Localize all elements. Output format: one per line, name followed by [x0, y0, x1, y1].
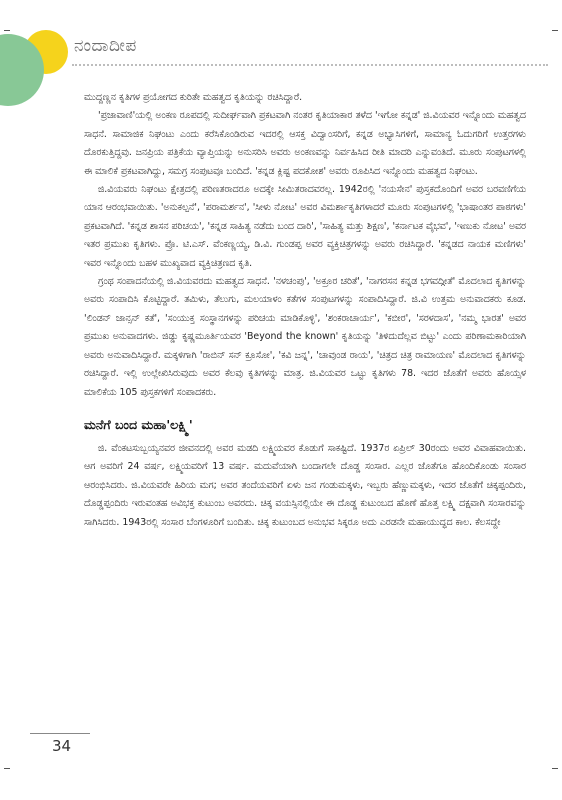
body-paragraph-4: ಗ್ರಂಥ ಸಂಪಾದನೆಯಲ್ಲಿ ಜಿ.ವಿಯವರದು ಮಹತ್ವದ ಸಾಧನೆ. 'ನಳಚಂಪು', 'ಅಕ್ರೂರ ಚರಿತೆ', 'ನಾಗರಸನ ಕನ್ನಡ ಭಗವದ್ಗೀತೆ' ಮೊದಲಾದ ಕೃತಿಗಳನ್ನು ಅವರು ಸಂಪಾದಿಸಿ ಕೊಟ್ಟಿದ್ದಾರೆ. ತಮಿಳು, ತೆಲುಗು, ಮಲಯಾಳಂ ಕತೆಗಳ ಸಂಪುಟಗಳನ್ನು ಸಂಪಾದಿಸಿದ್ದಾರೆ. ಜಿ.ವಿ ಉತ್ತಮ ಅನುವಾದಕರು ಕೂಡ. 'ಲಿಂಡನ್ ಜಾನ್ಸನ್ ಕತೆ', 'ಸಂಯುಕ್ತ ಸಂಸ್ಥಾನಗಳನ್ನು ಪರಿಚಯ ಮಾಡಿಕೊಳ್ಳಿ', 'ಶಂಕರಾಚಾರ್ಯ', 'ಕಬೀರ', 'ಸರಳದಾಸ', 'ನಮ್ಮ ಭಾರತ' ಅವರ ಪ್ರಮುಖ ಅನುವಾದಗಳು. ಜಿಡ್ಡು ಕೃಷ್ಣಮೂರ್ತಿಯವರ 'Beyond the known' ಕೃತಿಯನ್ನು 'ತಿಳಿದುದೆಲ್ಲವ ಬಿಟ್ಟು' ಎಂದು ಪರಿಣಾಮಕಾರಿಯಾಗಿ ಅವರು ಅನುವಾದಿಸಿದ್ದಾರೆ. ಮಕ್ಕಳಿಗಾಗಿ 'ರಾಬಿನ್ ಸನ್ ಕ್ರೂಸೋ', 'ಕವಿ ಜನ್ನ', 'ಚಾವುಂಡ ರಾಯ', 'ಚಿತ್ರದ ಚಿತ್ರ ರಾಮಾಯಣ' ಮೊದಲಾದ ಕೃತಿಗಳನ್ನು ರಚಿಸಿದ್ದಾರೆ. ಇಲ್ಲಿ ಉಲ್ಲೇಖಿಸಿರುವುದು ಅವರ ಕೆಲವು ಕೃತಿಗಳನ್ನು ಮಾತ್ರ. ಜಿ.ವಿಯವರ ಒಟ್ಟು ಕೃತಿಗಳು 78. ಇದರ ಜೊತೆಗೆ ಅವರು ಹೊಯ್ಸಳ ಮಾಲಿಕೆಯ 105 ಪುಸ್ತಕಗಳಿಗೆ ಸಂಪಾದಕರು. [84, 276, 526, 398]
body-paragraph-1: ಮುದ್ದಣ್ಣನ ಕೃತಿಗಳ ಪ್ರಯೋಗದ ಕುರಿತೇ ಮಹತ್ವದ ಕೃತಿಯನ್ನು ರಚಿಸಿದ್ದಾರೆ. [84, 92, 303, 103]
page-body [84, 89, 526, 532]
section-heading: ಮನೆಗೆ ಬಂದ ಮಹಾ'ಲಕ್ಷ್ಮಿ' [84, 416, 193, 432]
footer-rule [30, 733, 90, 734]
page-number: 34 [52, 737, 72, 755]
running-header-title: ನಂದಾದೀಪ [74, 36, 137, 56]
section-paragraph: ಜಿ. ವೆಂಕಟಸುಬ್ಬಯ್ಯನವರ ಜೀವನದಲ್ಲಿ ಅವರ ಮಡದಿ ಲಕ್ಷ್ಮಿಯವರ ಕೊಡುಗೆ ಸಾಕಷ್ಟಿದೆ. 1937ರ ಏಪ್ರಿಲ್ 30ರಂದು ಅವರ ವಿವಾಹವಾಯಿತು. ಆಗ ಅವರಿಗೆ 24 ವರ್ಷ, ಲಕ್ಷ್ಮಿಯವರಿಗೆ 13 ವರ್ಷ. ಮದುವೆಯಾಗಿ ಬಂದಾಗಲೇ ದೊಡ್ಡ ಸಂಸಾರ. ಎಲ್ಲರ ಜೊತೆಗೂ ಹೊಂದಿಕೊಂಡು ಸಂಸಾರ ಆರಂಭಿಸಿದರು. ಜಿ.ವಿಯವರೇ ಹಿರಿಯ ಮಗ; ಅವರ ತಂದೆಯವರಿಗೆ ಏಳು ಜನ ಗಂಡುಮಕ್ಕಳು, ಇಬ್ಬರು ಹೆಣ್ಣುಮಕ್ಕಳು, ಇದರ ಜೊತೆಗೆ ಚಿಕ್ಕಪ್ಪಂದಿರು, ದೊಡ್ಡಪ್ಪಂದಿರು ಇರುವಂತಹ ಅವಿಭಕ್ತ ಕುಟುಂಬ ಅವರದು. ಚಿಕ್ಕ ವಯಸ್ಸಿನಲ್ಲಿಯೇ ಈ ದೊಡ್ಡ ಕುಟುಂಬದ ಹೊಣೆ ಹೊತ್ತ ಲಕ್ಷ್ಮಿ ದಕ್ಷವಾಗಿ ಸಂಸಾರವನ್ನು ಸಾಗಿಸಿದರು. 1943ರಲ್ಲಿ ಸಂಸಾರ ಬೆಂಗಳೂರಿಗೆ ಬಂದಿತು. ಚಿಕ್ಕ ಕುಟುಂಬದ ಅನುಭವ ಸಿಕ್ಕರೂ ಅದು ಎರಡನೇ ಮಹಾಯುದ್ಧದ ಕಾಲ. ಕೆಲಸದ್ದೇ [84, 442, 526, 528]
crop-mark-bottom-left [4, 768, 10, 775]
header-dotted-rule [72, 64, 548, 66]
crop-mark-bottom-right [552, 768, 558, 775]
body-paragraph-2: 'ಪ್ರಜಾವಾಣಿ'ಯಲ್ಲಿ ಅಂಕಣ ರೂಪದಲ್ಲಿ ಸುದೀರ್ಘವಾಗಿ ಪ್ರಕಟವಾಗಿ ನಂತರ ಕೃತಿಯಾಕಾರ ತಳೆದ 'ಇಗೋ ಕನ್ನಡ' ಜಿ.ವಿಯವರ ಇನ್ನೊಂದು ಮಹತ್ವದ ಸಾಧನೆ. ಸಾಮಾಜಿಕ ನಿಘಂಟು ಎಂದು ಕರೆಸಿಕೊಂಡಿರುವ ಇದರಲ್ಲಿ ಆಸಕ್ತ ವಿದ್ವಾಂಸರಿಗೆ, ಕನ್ನಡ ಅಭ್ಯಾಸಿಗಳಿಗೆ, ಸಾಮಾನ್ಯ ಓದುಗರಿಗೆ ಉತ್ತರಗಳು ದೊರಕುತ್ತಿದ್ದವು. ಜನಪ್ರಿಯ ಪತ್ರಿಕೆಯ ವ್ಯಾಪ್ತಿಯನ್ನು ಅನುಸರಿಸಿ ಅವರು ಅಂಕಣವನ್ನು ನಿರ್ವಹಿಸಿದ ರೀತಿ ಮಾದರಿ ಎನ್ನುವಂತಿದೆ. ಮೂರು ಸಂಪುಟಗಳಲ್ಲಿ ಈ ಮಾಲಿಕೆ ಪ್ರಕಟವಾಗಿದ್ದು, ಸಮಗ್ರ ಸಂಪುಟವೂ ಬಂದಿದೆ. 'ಕನ್ನಡ ಕ್ಲಿಷ್ಟ ಪದಕೋಶ' ಅವರು ರೂಪಿಸಿದ ಇನ್ನೊಂದು ಮಹತ್ವದ ನಿಘಂಟು. [84, 110, 526, 177]
body-paragraph-3: ಜಿ.ವಿಯವರು ನಿಘಂಟು ಕ್ಷೇತ್ರದಲ್ಲಿ ಪರಿಣತರಾದರೂ ಅದಕ್ಕೇ ಸೀಮಿತರಾದವರಲ್ಲ. 1942ರಲ್ಲಿ 'ನಯಸೇನ' ಪುಸ್ತಕದೊಂದಿಗೆ ಅವರ ಬರವಣಿಗೆಯ ಯಾನ ಆರಂಭವಾಯಿತು. 'ಅನುಕಲ್ಪನೆ', 'ಪರಾಮರ್ಶನ', 'ಸೀಳು ನೋಟ' ಅವರ ವಿಮರ್ಶಾಕೃತಿಗಳಾದರೆ ಮೂರು ಸಂಪುಟಗಳಲ್ಲಿ 'ಭಾಷಾಂತರ ಪಾಠಗಳು' ಪ್ರಕಟವಾಗಿದೆ. 'ಕನ್ನಡ ಶಾಸನ ಪರಿಚಯ', 'ಕನ್ನಡ ಸಾಹಿತ್ಯ ನಡೆದು ಬಂದ ದಾರಿ', 'ಸಾಹಿತ್ಯ ಮತ್ತು ಶಿಕ್ಷಣ', 'ಕರ್ನಾಟಕ ವೈಭವ', 'ಇಣುಕು ನೋಟ' ಅವರ ಇತರ ಪ್ರಮುಖ ಕೃತಿಗಳು. ಪ್ರೊ. ಟಿ.ಎಸ್. ವೆಂಕಣ್ಣಯ್ಯ, ಡಿ.ವಿ. ಗುಂಡಪ್ಪ ಅವರ ವ್ಯಕ್ತಿಚಿತ್ರಗಳನ್ನು ಅವರು ರಚಿಸಿದ್ದಾರೆ. 'ಕನ್ನಡದ ನಾಯಕ ಮಣಿಗಳು' ಇವರ ಇನ್ನೊಂದು ಬಹಳ ಮುಖ್ಯವಾದ ವ್ಯಕ್ತಿಚಿತ್ರಣದ ಕೃತಿ. [84, 184, 526, 269]
crop-mark-top-right [552, 30, 558, 37]
